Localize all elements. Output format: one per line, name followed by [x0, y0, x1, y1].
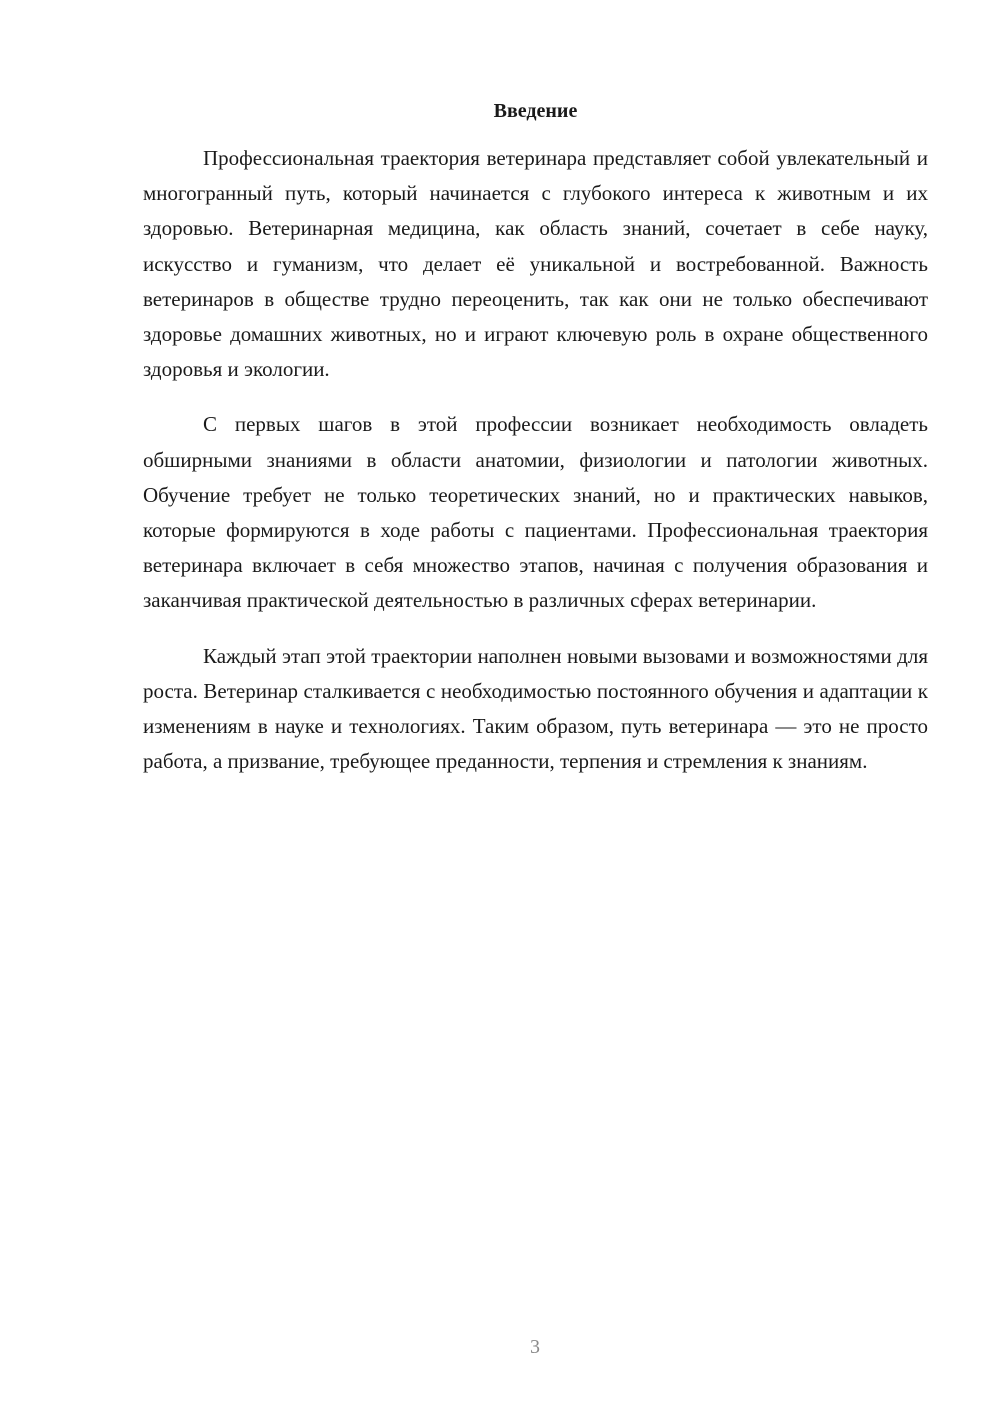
paragraph-3: Каждый этап этой траектории наполнен новыми вызовами и возможностями для роста. Ветеринар сталкивается с необходимостью постоянного обучения и адаптации к изменениям в науке и технологиях. Таким образом, путь ветеринара — это не просто работа, а призвание, требующее преданности, терпения и стремления к знаниям.: [143, 643, 928, 774]
paragraph-1: Профессиональная траектория ветеринара представляет собой увлекательный и многогранный путь, который начинается с глубокого интереса к животным и их здоровью. Ветеринарная медицина, как область знаний, сочетает в себе науку, искусство и гуманизм, что делает её уникальной и востребованной. Важность ветеринаров в обществе трудно переоценить, так как они не только обеспечивают здоровье домашних животных, но и играют ключевую роль в охране общественного здоровья и экологии.: [143, 146, 928, 382]
section-heading: Введение: [493, 100, 578, 122]
document-body: [143, 141, 928, 799]
page-number: 3: [530, 1336, 540, 1358]
paragraph-2: С первых шагов в этой профессии возникает необходимость овладеть обширными знаниями в области анатомии, физиологии и патологии животных. Обучение требует не только теоретических знаний, но и практических навыков, которые формируются в ходе работы с пациентами. Профессиональная траектория ветеринара включает в себя множество этапов, начиная с получения образования и заканчивая практической деятельностью в различных сферах ветеринарии.: [143, 412, 928, 613]
